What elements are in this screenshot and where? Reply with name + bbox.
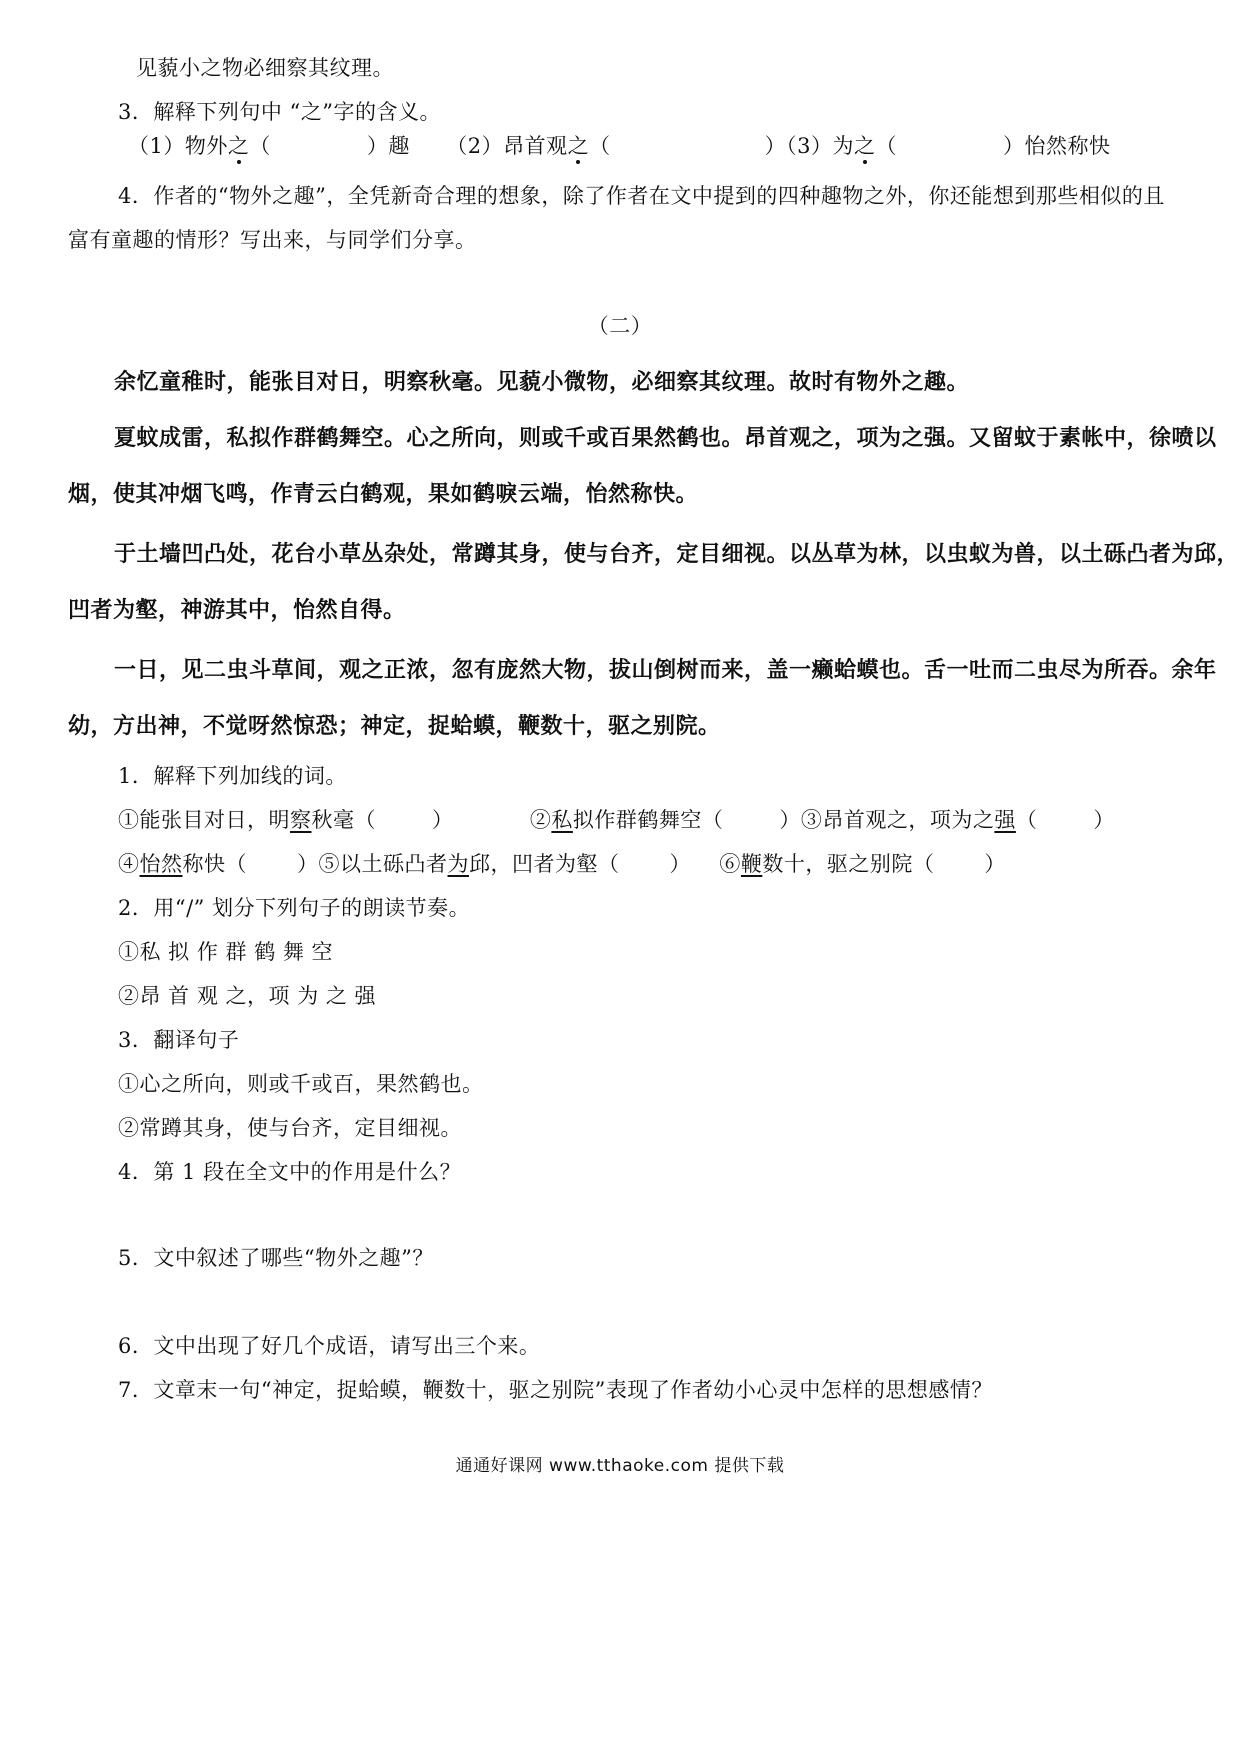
passage-paragraph-2-line2: 烟，使其冲烟飞鸣，作青云白鹤观，果如鹤唳云端，怡然称快。 — [68, 481, 699, 507]
q1-b-underlined: 私 — [551, 808, 573, 832]
q1-b-pre: ② — [529, 808, 552, 832]
question-2-sentence-a: ①私 拟 作 群 鹤 舞 空 — [118, 940, 334, 964]
q1-a-close: ） — [432, 808, 454, 832]
q3-item2-open: （ — [589, 134, 611, 158]
q3-item3-open: （ — [875, 134, 897, 158]
q1-f-pre: ⑥ — [719, 852, 741, 876]
question-4: 4．第 1 段在全文中的作用是什么？ — [118, 1160, 462, 1184]
q1-f-underlined: 鞭 — [740, 852, 763, 876]
passage-paragraph-4-line2: 幼，方出神，不觉呀然惊恐；神定，捉蛤蟆，鞭数十，驱之别院。 — [68, 713, 721, 739]
question-7: 7．文章末一句“神定，捉蛤蟆，鞭数十，驱之别院”表现了作者幼小心灵中怎样的思想感情？ — [118, 1378, 993, 1402]
q3-item2-pre: （2）昂首观 — [446, 134, 568, 158]
question-6: 6．文中出现了好几个成语，请写出三个来。 — [118, 1334, 541, 1358]
question-3-translate-title: 3．翻译句子 — [118, 1028, 240, 1052]
q1-a-underlined: 察 — [290, 808, 312, 832]
q1-d-underlined: 怡然 — [139, 852, 183, 876]
section-heading: （二） — [587, 314, 653, 338]
q3-item1-post: ）趣 — [366, 134, 410, 158]
question-2-sentence-b: ②昂 首 观 之，项 为 之 强 — [118, 984, 377, 1008]
q1-c-pre: ③昂首观之，项为之 — [800, 808, 995, 832]
q3-item1-open: （ — [249, 134, 271, 158]
q1-f-close: ） — [984, 852, 1006, 876]
q1-b-close: ） — [779, 808, 801, 832]
question-5: 5．文中叙述了哪些“物外之趣”？ — [118, 1246, 434, 1270]
page-footer: 通通好课网 www.tthaoke.com 提供下载 — [455, 1456, 785, 1476]
q1-e-underlined: 为 — [447, 852, 469, 876]
question-3-sentence-a: ①心之所向，则或千或百，果然鹤也。 — [118, 1072, 484, 1096]
q1-a-post: 秋毫（ — [311, 808, 376, 832]
q1-e-post: 邱，凹者为壑（ — [469, 852, 620, 876]
question-2-title: 2．用“/” 划分下列句子的朗读节奏。 — [118, 896, 471, 920]
q1-b-post: 拟作群鹤舞空（ — [572, 808, 724, 832]
q3-item2-char: 之 — [567, 134, 590, 158]
text-line: 见藐小之物必细察其纹理。 — [136, 56, 394, 80]
passage-paragraph-1: 余忆童稚时，能张目对日，明察秋毫。见藐小微物，必细察其纹理。故时有物外之趣。 — [114, 369, 970, 395]
q3-item2-post: ）（3）为 — [764, 134, 854, 158]
passage-paragraph-4-line1: 一日，见二虫斗草间，观之正浓，忽有庞然大物，拔山倒树而来，盖一癞蛤蟆也。舌一吐而二虫尽为所吞。余年 — [114, 657, 1217, 683]
passage-paragraph-3-line1: 于土墙凹凸处，花台小草丛杂处，常蹲其身，使与台齐，定目细视。以丛草为林，以虫蚁为兽，以土砾凸者为邱， — [114, 541, 1240, 567]
question-3-title: 3．解释下列句中 “之”字的含义。 — [118, 100, 442, 124]
q1-e-close: ） — [669, 852, 691, 876]
q1-d-pre: ④ — [118, 852, 140, 876]
question-1-title: 1．解释下列加线的词。 — [118, 764, 347, 788]
passage-paragraph-2-line1: 夏蚊成雷，私拟作群鹤舞空。心之所向，则或千或百果然鹤也。昂首观之，项为之强。又留蚊于素帐中，徐喷以 — [114, 425, 1217, 451]
q1-d-post: 称快（ — [182, 852, 247, 876]
question-1-row2 — [118, 850, 1006, 878]
q3-item3-char: 之 — [854, 134, 876, 158]
passage-paragraph-3-line2: 凹者为壑，神游其中，怡然自得。 — [68, 597, 406, 623]
q1-f-post: 数十，驱之别院（ — [762, 852, 935, 876]
q1-c-post: （ — [1015, 808, 1038, 832]
q3-item1-char: 之 — [227, 134, 250, 158]
q1-c-underlined: 强 — [994, 808, 1016, 832]
q1-e-pre: ⑤以土砾凸者 — [318, 852, 448, 876]
q3-item1-pre: （1）物外 — [128, 134, 228, 158]
q3-item3-post: ）怡然称快 — [1003, 134, 1111, 158]
question-1-row1 — [118, 806, 1115, 834]
question-3-items — [128, 132, 1111, 160]
q1-d-close: ） — [297, 852, 319, 876]
q1-c-close: ） — [1093, 808, 1115, 832]
question-4-line2: 富有童趣的情形？写出来，与同学们分享。 — [68, 228, 477, 252]
question-4-line1: 4．作者的“物外之趣”，全凭新奇合理的想象，除了作者在文中提到的四种趣物之外，你还能想到那些相似的且 — [118, 184, 1165, 208]
question-3-sentence-b: ②常蹲其身，使与台齐，定目细视。 — [118, 1116, 462, 1140]
q1-a-pre: ①能张目对日，明 — [118, 808, 290, 832]
